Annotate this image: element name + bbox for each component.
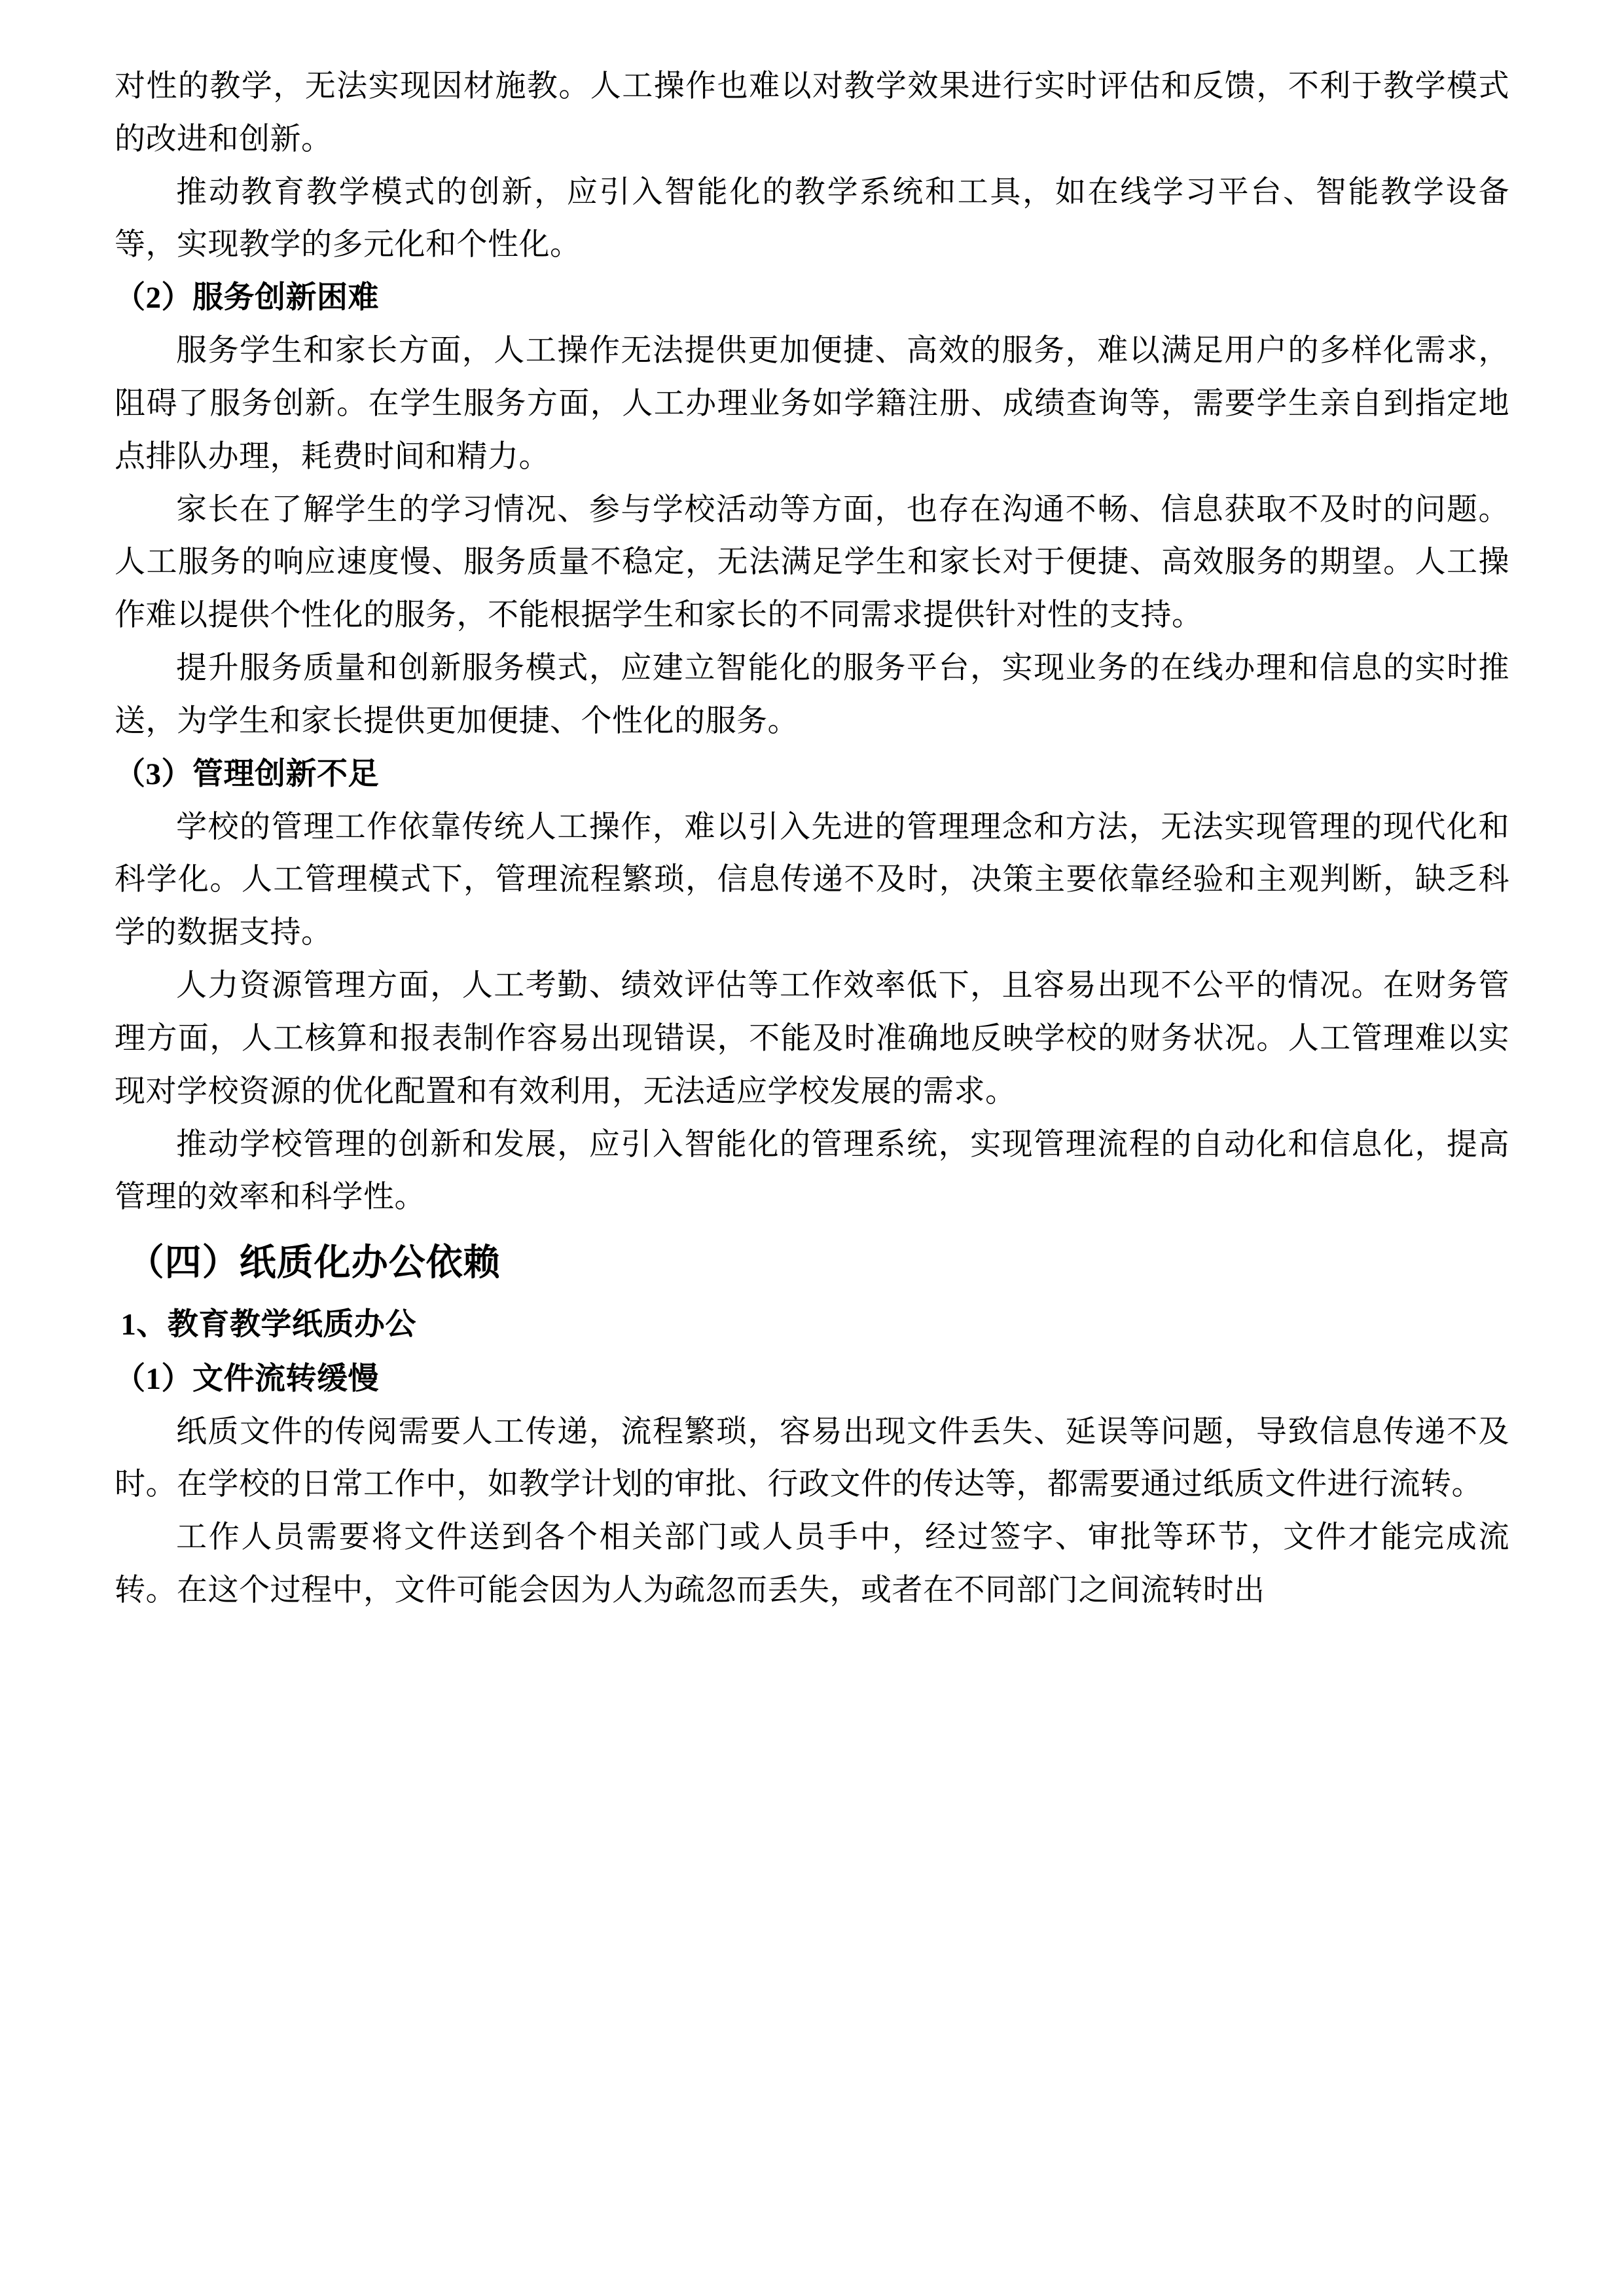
subheading-management-innovation: （3）管理创新不足 <box>115 757 379 791</box>
numbered-heading-teaching-paper-office: 1、教育教学纸质办公 <box>120 1308 416 1342</box>
document-body <box>115 60 1509 1617</box>
paragraph: 工作人员需要将文件送到各个相关部门或人员手中，经过签字、审批等环节，文件才能完成流转。在这个过程中，文件可能会因为人为疏忽而丢失，或者在不同部门之间流转时出 <box>115 1520 1509 1608</box>
paragraph: 人力资源管理方面，人工考勤、绩效评估等工作效率低下，且容易出现不公平的情况。在财务管理方面，人工核算和报表制作容易出现错误，不能及时准确地反映学校的财务状况。人工管理难以实现对学校资源的优化配置和有效利用，无法适应学校发展的需求。 <box>115 969 1509 1109</box>
paragraph: 家长在了解学生的学习情况、参与学校活动等方面，也存在沟通不畅、信息获取不及时的问题。人工服务的响应速度慢、服务质量不稳定，无法满足学生和家长对于便捷、高效服务的期望。人工操作难以提供个性化的服务，不能根据学生和家长的不同需求提供针对性的支持。 <box>115 492 1509 633</box>
paragraph-continued: 对性的教学，无法实现因材施教。人工操作也难以对教学效果进行实时评估和反馈，不利于教学模式的改进和创新。 <box>115 69 1509 156</box>
subheading-slow-document-flow: （1）文件流转缓慢 <box>115 1361 379 1396</box>
paragraph: 服务学生和家长方面，人工操作无法提供更加便捷、高效的服务，难以满足用户的多样化需求，阻碍了服务创新。在学生服务方面，人工办理业务如学籍注册、成绩查询等，需要学生亲自到指定地点排队办理，耗费时间和精力。 <box>115 334 1509 474</box>
paragraph: 学校的管理工作依靠传统人工操作，难以引入先进的管理理念和方法，无法实现管理的现代化和科学化。人工管理模式下，管理流程繁琐，信息传递不及时，决策主要依靠经验和主观判断，缺乏科学的数据支持。 <box>115 810 1509 950</box>
paragraph: 推动教育教学模式的创新，应引入智能化的教学系统和工具，如在线学习平台、智能教学设备等，实现教学的多元化和个性化。 <box>115 175 1509 262</box>
paragraph: 纸质文件的传阅需要人工传递，流程繁琐，容易出现文件丢失、延误等问题，导致信息传递不及时。在学校的日常工作中，如教学计划的审批、行政文件的传达等，都需要通过纸质文件进行流转。 <box>115 1414 1509 1502</box>
paragraph: 提升服务质量和创新服务模式，应建立智能化的服务平台，实现业务的在线办理和信息的实时推送，为学生和家长提供更加便捷、个性化的服务。 <box>115 651 1509 738</box>
section-heading-paper-office: （四）纸质化办公依赖 <box>127 1243 501 1284</box>
subheading-service-innovation: （2）服务创新困难 <box>115 281 379 315</box>
paragraph: 推动学校管理的创新和发展，应引入智能化的管理系统，实现管理流程的自动化和信息化，提高管理的效率和科学性。 <box>115 1127 1509 1215</box>
